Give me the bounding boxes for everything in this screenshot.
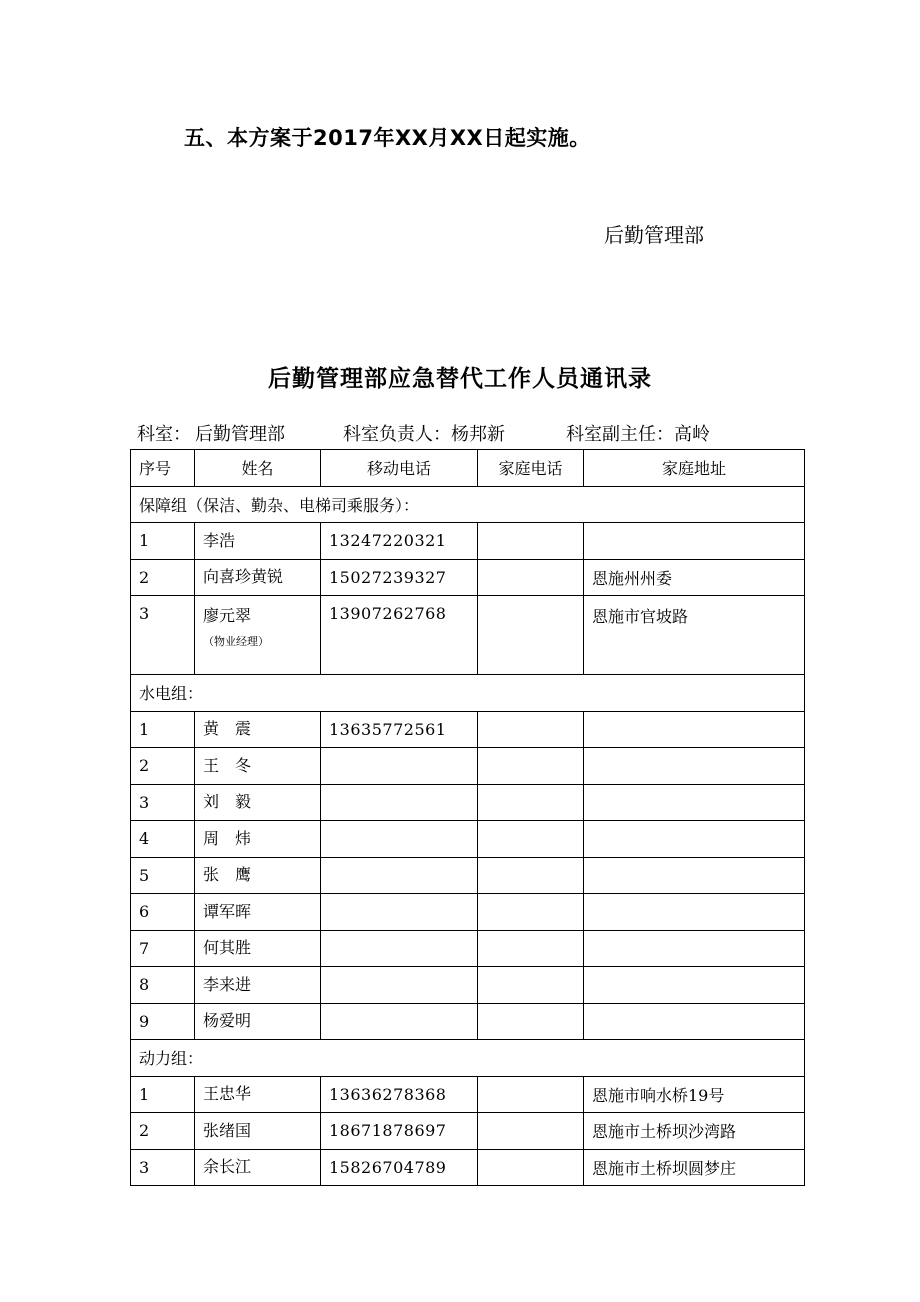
home-address — [584, 930, 805, 967]
home-phone — [478, 559, 584, 596]
home-address — [584, 748, 805, 785]
meta-department — [137, 420, 285, 446]
home-phone — [478, 857, 584, 894]
home-phone — [478, 1149, 584, 1186]
person-name — [195, 1113, 321, 1150]
person-name — [195, 596, 321, 675]
person-name — [195, 1003, 321, 1040]
implementation-clause: 五、本方案于2017年XX月XX日起实施。 — [184, 126, 591, 150]
home-phone — [478, 1076, 584, 1113]
person-name — [195, 967, 321, 1004]
home-phone — [478, 523, 584, 560]
table-body — [131, 486, 805, 1186]
group-label: 保障组（保洁、勤杂、电梯司乘服务）： — [131, 486, 805, 523]
person-name-text: 黄 震 — [203, 719, 252, 739]
table-row — [131, 894, 805, 931]
meta-deputy-value: 高岭 — [674, 424, 710, 445]
home-phone — [478, 821, 584, 858]
row-number: 2 — [131, 1113, 195, 1150]
person-name-text: 王 冬 — [203, 755, 252, 775]
row-number: 1 — [131, 523, 195, 560]
person-name-text: 李浩 — [203, 530, 236, 550]
table-row — [131, 1076, 805, 1113]
mobile-phone — [321, 784, 478, 821]
mobile-phone — [321, 857, 478, 894]
meta-head-value: 杨邦新 — [451, 424, 505, 445]
row-number: 4 — [131, 821, 195, 858]
person-name — [195, 748, 321, 785]
header-mobile: 移动电话 — [321, 450, 478, 487]
person-name-text: 余长江 — [203, 1157, 252, 1177]
group-row — [131, 675, 805, 712]
person-name — [195, 559, 321, 596]
table-header-row — [131, 450, 805, 487]
person-name-text: 张 鹰 — [203, 865, 252, 885]
person-name — [195, 523, 321, 560]
home-address: 恩施市官坡路 — [584, 596, 805, 675]
table-row — [131, 784, 805, 821]
group-row — [131, 1040, 805, 1077]
person-name-text: 刘 毅 — [203, 792, 252, 812]
person-name — [195, 857, 321, 894]
person-name-text: 杨爱明 — [203, 1011, 252, 1031]
person-name-text: 李来进 — [203, 974, 252, 994]
person-name-text: 向喜珍黄锐 — [203, 567, 284, 587]
meta-department-value: 后勤管理部 — [195, 424, 285, 445]
person-name-text: 周 炜 — [203, 828, 252, 848]
mobile-phone — [321, 930, 478, 967]
home-address: 恩施市响水桥19号 — [584, 1076, 805, 1113]
header-name: 姓名 — [195, 450, 321, 487]
row-number: 8 — [131, 967, 195, 1004]
mobile-phone — [321, 894, 478, 931]
row-number: 3 — [131, 784, 195, 821]
table-row — [131, 1149, 805, 1186]
person-name-text: 王忠华 — [203, 1084, 252, 1104]
home-phone — [478, 967, 584, 1004]
home-address: 恩施市土桥坝圆梦庄 — [584, 1149, 805, 1186]
row-number: 2 — [131, 559, 195, 596]
home-address — [584, 523, 805, 560]
row-number: 1 — [131, 711, 195, 748]
group-label: 动力组： — [131, 1040, 805, 1077]
table-row — [131, 821, 805, 858]
row-number: 2 — [131, 748, 195, 785]
document-title: 后勤管理部应急替代工作人员通讯录 — [268, 366, 652, 392]
mobile-phone — [321, 748, 478, 785]
table-row — [131, 711, 805, 748]
mobile-phone: 18671878697 — [321, 1113, 478, 1150]
row-number: 9 — [131, 1003, 195, 1040]
home-address — [584, 894, 805, 931]
table-row — [131, 748, 805, 785]
group-row — [131, 486, 805, 523]
mobile-phone — [321, 967, 478, 1004]
row-number: 7 — [131, 930, 195, 967]
table-row — [131, 523, 805, 560]
mobile-phone: 15826704789 — [321, 1149, 478, 1186]
person-name-text: 廖元翠 — [203, 606, 252, 625]
row-number: 3 — [131, 1149, 195, 1186]
table-row — [131, 596, 805, 675]
home-phone — [478, 930, 584, 967]
home-address: 恩施市土桥坝沙湾路 — [584, 1113, 805, 1150]
meta-deputy — [566, 420, 710, 446]
row-number: 5 — [131, 857, 195, 894]
home-address — [584, 1003, 805, 1040]
table-row — [131, 1003, 805, 1040]
home-address — [584, 821, 805, 858]
home-address — [584, 711, 805, 748]
home-phone — [478, 1003, 584, 1040]
row-number: 3 — [131, 596, 195, 675]
mobile-phone: 13635772561 — [321, 711, 478, 748]
mobile-phone: 13247220321 — [321, 523, 478, 560]
header-no: 序号 — [131, 450, 195, 487]
person-name — [195, 784, 321, 821]
home-address — [584, 967, 805, 1004]
table-row — [131, 1113, 805, 1150]
meta-department-label: 科室： — [137, 424, 191, 445]
person-name-text: 张绪国 — [203, 1120, 252, 1140]
person-name — [195, 711, 321, 748]
contact-table — [130, 449, 805, 1186]
table-row — [131, 559, 805, 596]
meta-deputy-label: 科室副主任： — [566, 424, 674, 445]
table-row — [131, 857, 805, 894]
home-address: 恩施州州委 — [584, 559, 805, 596]
person-name — [195, 1149, 321, 1186]
mobile-phone: 13636278368 — [321, 1076, 478, 1113]
meta-head-label: 科室负责人： — [343, 424, 451, 445]
signature-department: 后勤管理部 — [604, 223, 704, 247]
home-phone — [478, 596, 584, 675]
row-number: 6 — [131, 894, 195, 931]
person-name-text: 谭军晖 — [203, 901, 252, 921]
home-phone — [478, 711, 584, 748]
header-address: 家庭地址 — [584, 450, 805, 487]
row-number: 1 — [131, 1076, 195, 1113]
mobile-phone — [321, 821, 478, 858]
table-row — [131, 967, 805, 1004]
person-name — [195, 1076, 321, 1113]
person-role-note: （物业经理） — [203, 635, 269, 648]
home-address — [584, 784, 805, 821]
person-name — [195, 821, 321, 858]
table-row — [131, 930, 805, 967]
home-phone — [478, 784, 584, 821]
home-address — [584, 857, 805, 894]
person-name — [195, 894, 321, 931]
home-phone — [478, 1113, 584, 1150]
mobile-phone: 13907262768 — [321, 596, 478, 675]
home-phone — [478, 748, 584, 785]
person-name — [195, 930, 321, 967]
mobile-phone — [321, 1003, 478, 1040]
meta-head — [343, 420, 505, 446]
mobile-phone: 15027239327 — [321, 559, 478, 596]
header-home-phone: 家庭电话 — [478, 450, 584, 487]
group-label: 水电组： — [131, 675, 805, 712]
person-name-text: 何其胜 — [203, 938, 252, 958]
home-phone — [478, 894, 584, 931]
